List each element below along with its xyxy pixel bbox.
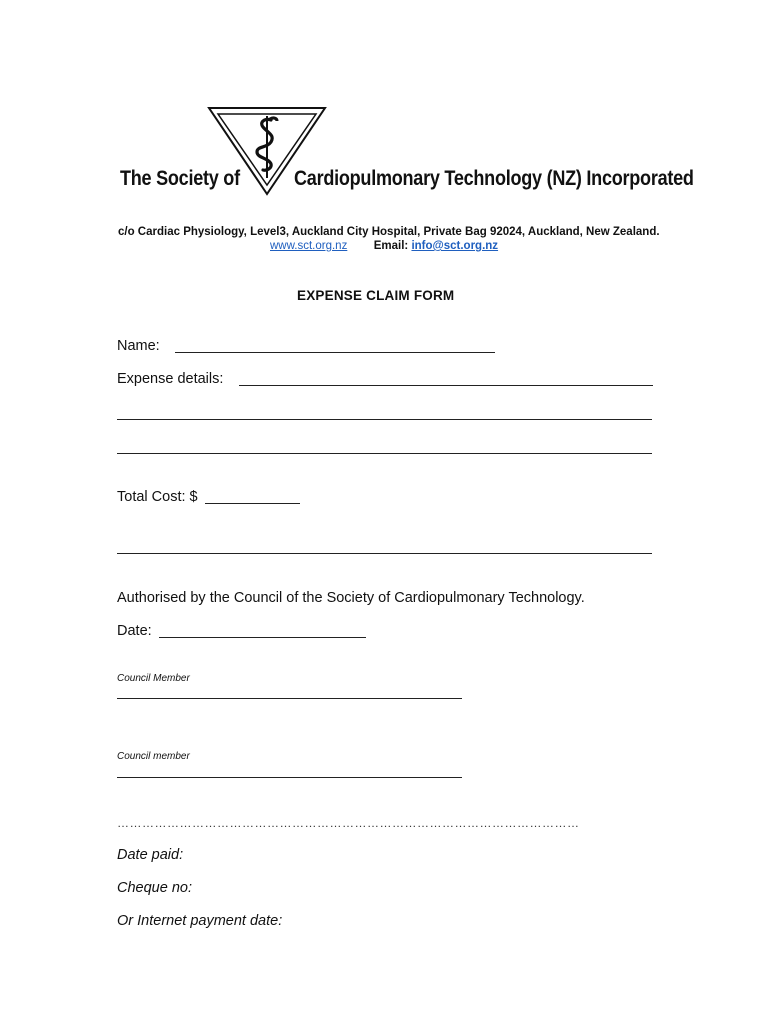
name-field[interactable] (175, 352, 495, 353)
council-member-1-label: Council Member (117, 673, 190, 684)
council-member-2-signature[interactable] (117, 777, 462, 778)
cheque-no-label: Cheque no: (117, 880, 192, 896)
org-address: c/o Cardiac Physiology, Level3, Auckland City Hospital, Private Bag 92024, Auckland, New Zealand. (118, 226, 660, 238)
council-member-2-label: Council member (117, 751, 190, 762)
expense-details-label: Expense details: (117, 371, 224, 387)
expense-details-field[interactable] (239, 385, 653, 386)
dotted-separator: ………………………………………………………………………………………………… (117, 816, 580, 830)
date-field[interactable] (159, 637, 366, 638)
org-name-right: Cardiopulmonary Technology (NZ) Incorporated (294, 167, 694, 190)
name-label: Name: (117, 338, 160, 354)
form-title: EXPENSE CLAIM FORM (297, 288, 455, 303)
total-cost-field[interactable] (205, 503, 300, 504)
expense-details-line-2[interactable] (117, 419, 652, 420)
website-link[interactable]: www.sct.org.nz (270, 240, 348, 252)
extra-line[interactable] (117, 553, 652, 554)
total-cost-label: Total Cost: $ (117, 489, 198, 505)
authorised-text: Authorised by the Council of the Society of Cardiopulmonary Technology. (117, 590, 585, 606)
email-label: Email: (373, 240, 409, 252)
date-paid-label: Date paid: (117, 847, 184, 863)
email-link[interactable]: info@sct.org.nz (411, 240, 499, 252)
contact-line (270, 240, 498, 252)
date-label: Date: (117, 623, 152, 639)
council-member-1-signature[interactable] (117, 698, 462, 699)
internet-payment-date-label: Or Internet payment date: (117, 913, 283, 929)
expense-details-line-3[interactable] (117, 453, 652, 454)
org-name-left: The Society of (120, 167, 240, 190)
